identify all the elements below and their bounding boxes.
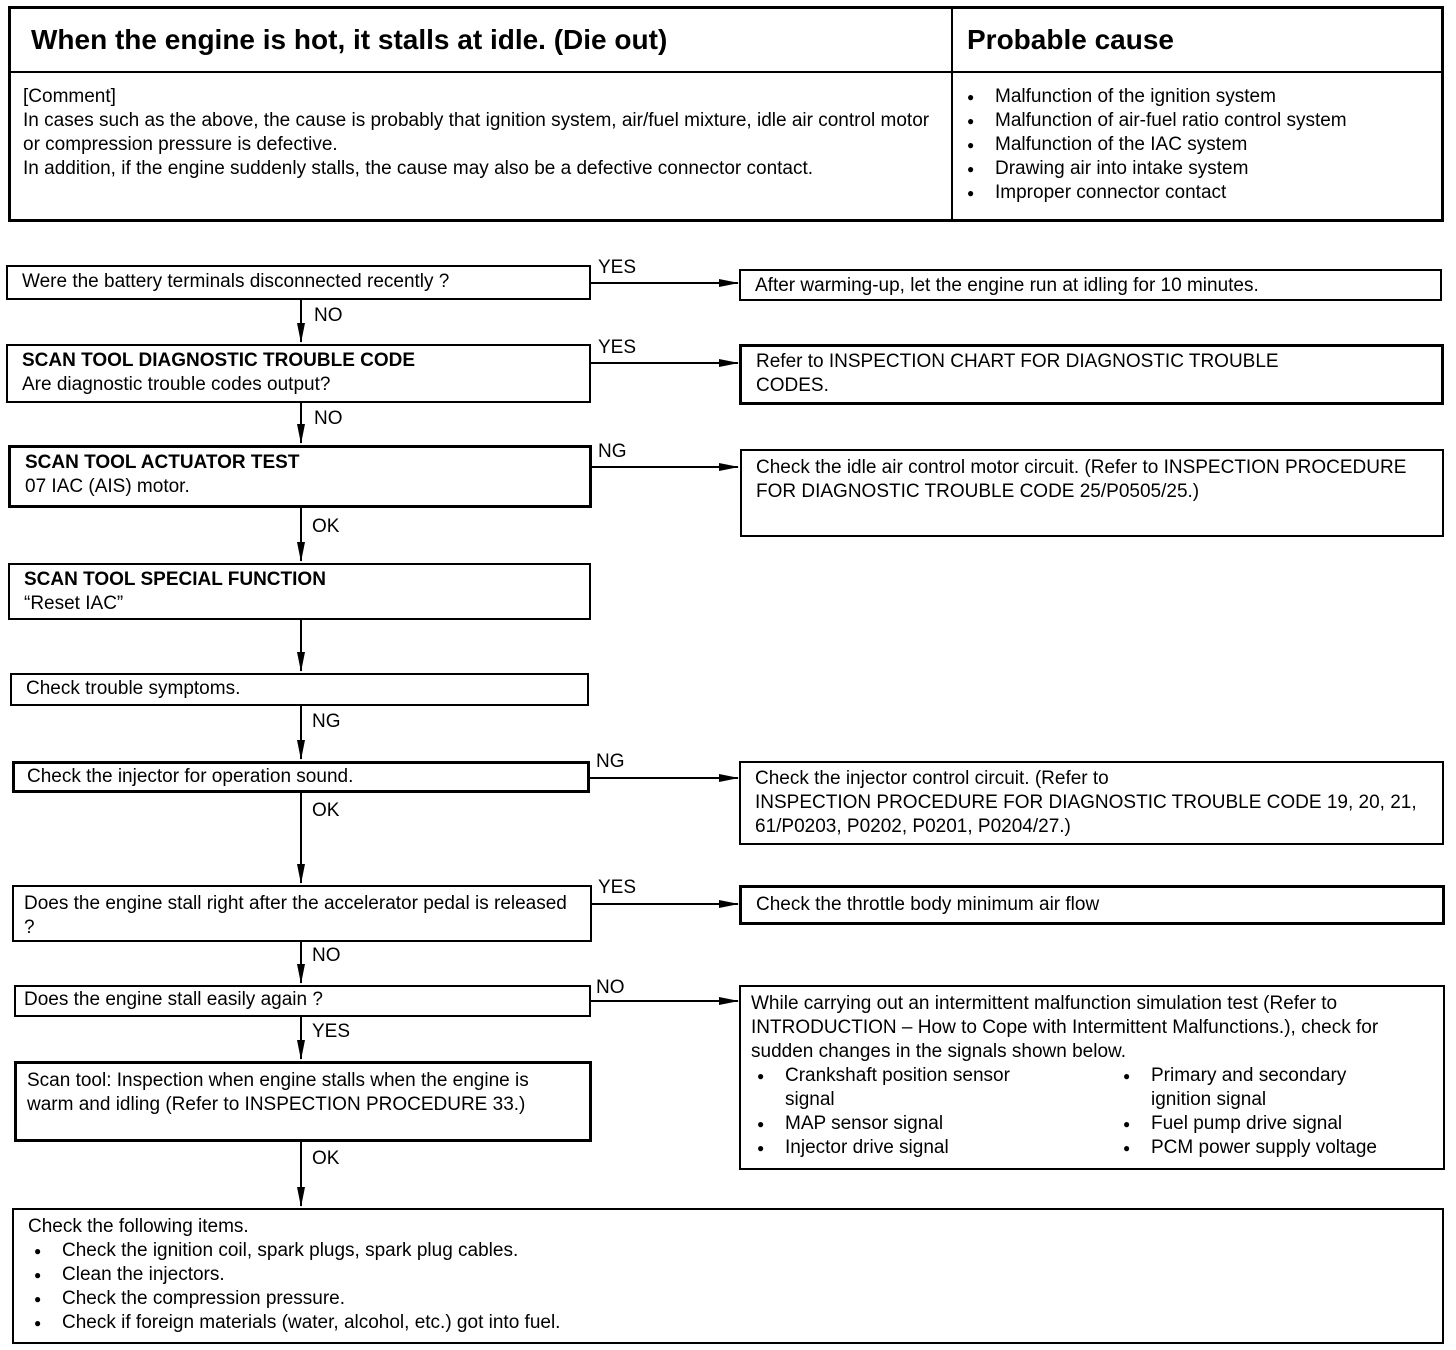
step8-no-result-box bbox=[739, 985, 1445, 1170]
step1-text: Were the battery terminals disconnected recently ? bbox=[22, 271, 450, 292]
step3-text: 07 IAC (AIS) motor. bbox=[25, 476, 190, 497]
step1-question-box bbox=[6, 265, 591, 300]
step4-box bbox=[8, 563, 591, 620]
signal-item: ● Crankshaft position sensor signal bbox=[751, 1064, 1081, 1112]
step9-text: Scan tool: Inspection when engine stalls when the engine is warm and idling (Refer to INSPECTION PROCEDURE 33.) bbox=[27, 1070, 529, 1115]
step2-title: SCAN TOOL DIAGNOSTIC TROUBLE CODE bbox=[22, 350, 416, 371]
comment-block bbox=[23, 85, 945, 181]
step2-yes-result-box bbox=[739, 344, 1444, 405]
signal-item: ● MAP sensor signal bbox=[751, 1112, 1081, 1136]
cause-item: ● Malfunction of the ignition system bbox=[961, 85, 1439, 109]
probable-cause-title: Probable cause bbox=[967, 24, 1174, 55]
step8-text: Does the engine stall easily again ? bbox=[24, 989, 323, 1010]
final-check-box bbox=[12, 1208, 1444, 1344]
comment-line-2: In addition, if the engine suddenly stalls, the cause may also be a defective connector contact. bbox=[23, 158, 814, 179]
cause-item: ● Drawing air into intake system bbox=[961, 157, 1439, 181]
final-check-item: ● Check if foreign materials (water, alcohol, etc.) got into fuel. bbox=[28, 1311, 1428, 1335]
signal-item: ● PCM power supply voltage bbox=[1117, 1136, 1431, 1160]
final-check-item: ● Check the compression pressure. bbox=[28, 1287, 1428, 1311]
step7-no-label: NO bbox=[312, 945, 341, 966]
comment-line-1: In cases such as the above, the cause is probably that ignition system, air/fuel mixture, idle air control motor or compression pressure is defective. bbox=[23, 110, 930, 155]
step5-ng-label: NG bbox=[312, 711, 341, 732]
step8-yes-label: YES bbox=[312, 1021, 351, 1042]
step2-yes-label: YES bbox=[598, 337, 637, 358]
signal-list-left bbox=[751, 1064, 1081, 1160]
step6-ng-result-box bbox=[739, 761, 1444, 845]
step3-ng-label: NG bbox=[598, 441, 627, 462]
signal-lists bbox=[751, 1064, 1429, 1160]
step6-ng-label: NG bbox=[596, 751, 625, 772]
step7-text: Does the engine stall right after the accelerator pedal is released ? bbox=[24, 893, 567, 938]
step2-text: Are diagnostic trouble codes output? bbox=[22, 374, 331, 395]
step5-text: Check trouble symptoms. bbox=[26, 678, 241, 699]
step8-no-result: While carrying out an intermittent malfunction simulation test (Refer to INTRODUCTION – How to Cope with Intermittent Malfunctions.), check for sudden changes in the signals shown below. bbox=[751, 993, 1379, 1062]
step6-text: Check the injector for operation sound. bbox=[27, 766, 354, 787]
header-divider-h bbox=[11, 71, 1441, 73]
signal-item: ● Fuel pump drive signal bbox=[1117, 1112, 1431, 1136]
signal-item: ● Injector drive signal bbox=[751, 1136, 1081, 1160]
step7-box bbox=[12, 885, 592, 942]
step6-box bbox=[12, 761, 590, 793]
step7-yes-result-box bbox=[739, 885, 1445, 925]
step3-ok-label: OK bbox=[312, 516, 340, 537]
final-check-list bbox=[28, 1239, 1428, 1335]
step3-title: SCAN TOOL ACTUATOR TEST bbox=[25, 452, 300, 473]
step9-box bbox=[14, 1061, 592, 1142]
step7-yes-label: YES bbox=[598, 877, 637, 898]
final-check-title: Check the following items. bbox=[28, 1216, 249, 1237]
step3-ng-result-box bbox=[740, 449, 1444, 537]
header-table bbox=[8, 6, 1444, 222]
step6-ng-result-line-2: INSPECTION PROCEDURE FOR DIAGNOSTIC TROUBLE CODE 19, 20, 21, 61/P0203, P0202, P0201, P0204/27.) bbox=[755, 792, 1417, 837]
header-divider-v bbox=[951, 9, 953, 219]
final-check-item: ● Check the ignition coil, spark plugs, spark plug cables. bbox=[28, 1239, 1428, 1263]
cause-item: ● Improper connector contact bbox=[961, 181, 1439, 205]
step4-text: “Reset IAC” bbox=[24, 593, 124, 614]
step6-ng-result-line-1: Check the injector control circuit. (Refer to bbox=[755, 768, 1109, 789]
step1-yes-result-box bbox=[739, 269, 1442, 301]
comment-label: [Comment] bbox=[23, 86, 116, 107]
step1-no-label: NO bbox=[314, 305, 343, 326]
probable-cause-list bbox=[961, 85, 1439, 205]
step2-box bbox=[6, 344, 591, 403]
step6-ok-label: OK bbox=[312, 800, 340, 821]
step1-yes-result: After warming-up, let the engine run at idling for 10 minutes. bbox=[755, 275, 1259, 296]
signal-list-right bbox=[1117, 1064, 1431, 1160]
step1-yes-label: YES bbox=[598, 257, 637, 278]
cause-item: ● Malfunction of air-fuel ratio control system bbox=[961, 109, 1439, 133]
step9-ok-label: OK bbox=[312, 1148, 340, 1169]
header-title: When the engine is hot, it stalls at idle. (Die out) bbox=[31, 24, 668, 55]
step8-box bbox=[14, 985, 591, 1017]
cause-item: ● Malfunction of the IAC system bbox=[961, 133, 1439, 157]
step2-no-label: NO bbox=[314, 408, 343, 429]
step8-no-label: NO bbox=[596, 977, 625, 998]
step2-yes-result: Refer to INSPECTION CHART FOR DIAGNOSTIC TROUBLE CODES. bbox=[756, 351, 1279, 396]
step5-box bbox=[10, 673, 589, 706]
signal-item: ● Primary and secondary ignition signal bbox=[1117, 1064, 1431, 1112]
step3-ng-result: Check the idle air control motor circuit. (Refer to INSPECTION PROCEDURE FOR DIAGNOSTIC TROUBLE CODE 25/P0505/25.) bbox=[756, 457, 1407, 502]
step4-title: SCAN TOOL SPECIAL FUNCTION bbox=[24, 569, 326, 590]
step7-yes-result: Check the throttle body minimum air flow bbox=[756, 894, 1100, 915]
step3-box bbox=[8, 445, 592, 508]
final-check-item: ● Clean the injectors. bbox=[28, 1263, 1428, 1287]
